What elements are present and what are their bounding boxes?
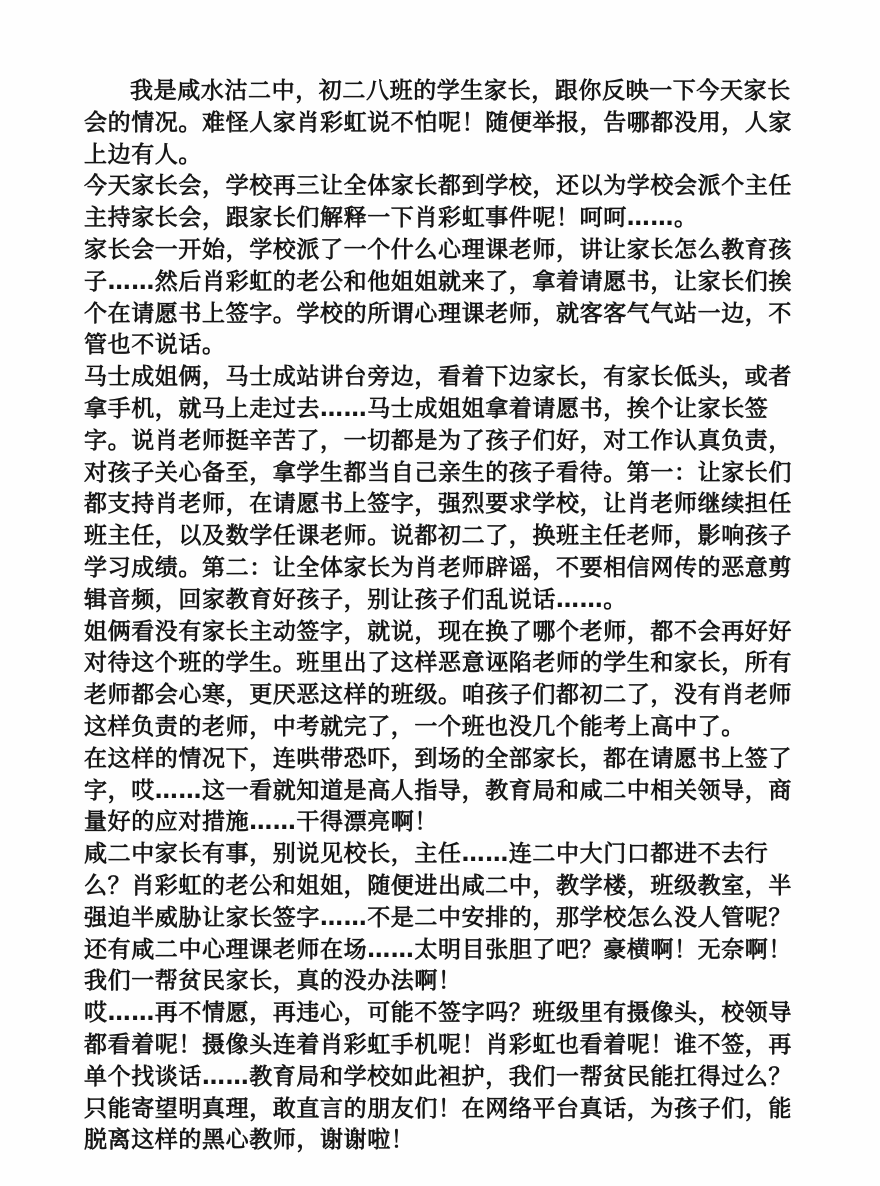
paragraph-7: 咸二中家长有事，别说见校长，主任……连二中大门口都进不去行么？肖彩虹的老公和姐姐，随便进出咸二中，教学楼，班级教室，半强迫半威胁让家长签字……不是二中安排的，那学校怎么没人管呢？还有咸二中心理课老师在场……太明目张胆了吧？豪横啊！无奈啊！我们一帮贫民家长，真的没办法啊！ bbox=[84, 841, 792, 995]
paragraph-6: 在这样的情况下，连哄带恐吓，到场的全部家长，都在请愿书上签了字，哎……这一看就知道是高人指导，教育局和咸二中相关领导，商量好的应对措施……干得漂亮啊！ bbox=[84, 745, 792, 836]
paragraph-2: 今天家长会，学校再三让全体家长都到学校，还以为学校会派个主任主持家长会，跟家长们解释一下肖彩虹事件呢！呵呵……。 bbox=[84, 173, 792, 232]
paragraph-1: 我是咸水沽二中，初二八班的学生家长，跟你反映一下今天家长会的情况。难怪人家肖彩虹说不怕呢！随便举报，告哪都没用，人家上边有人。 bbox=[84, 78, 792, 168]
paragraph-4: 马士成姐俩，马士成站讲台旁边，看着下边家长，有家长低头，或者拿手机，就马上走过去……马士成姐姐拿着请愿书，挨个让家长签字。说肖老师挺辛苦了，一切都是为了孩子们好，对工作认真负责，对孩子关心备至，拿学生都当自己亲生的孩子看待。第一：让家长们都支持肖老师，在请愿书上签字，强烈要求学校，让肖老师继续担任班主任，以及数学任课老师。说都初二了，换班主任老师，影响孩子学习成绩。第二：让全体家长为肖老师辟谣，不要相信网传的恶意剪辑音频，回家教育好孩子，别让孩子们乱说话……。 bbox=[84, 364, 792, 613]
paragraph-5: 姐俩看没有家长主动签字，就说，现在换了哪个老师，都不会再好好对待这个班的学生。班里出了这样恶意诬陷老师的学生和家长，所有老师都会心寒，更厌恶这样的班级。咱孩子们都初二了，没有肖老师这样负责的老师，中考就完了，一个班也没几个能考上高中了。 bbox=[84, 618, 792, 740]
letter-body bbox=[84, 76, 810, 1157]
paragraph-3: 家长会一开始，学校派了一个什么心理课老师，讲让家长怎么教育孩子……然后肖彩虹的老公和他姐姐就来了，拿着请愿书，让家长们挨个在请愿书上签字。学校的所谓心理课老师，就客客气气站一边，不管也不说话。 bbox=[84, 236, 792, 359]
paragraph-8: 哎……再不情愿，再违心，可能不签字吗？班级里有摄像头，校领导都看着呢！摄像头连着肖彩虹手机呢！肖彩虹也看着呢！谁不签，再单个找谈话……教育局和学校如此袒护，我们一帮贫民能扛得过么？只能寄望明真理，敢直言的朋友们！在网络平台真话，为孩子们，能脱离这样的黑心教师，谢谢啦！ bbox=[84, 1000, 792, 1154]
